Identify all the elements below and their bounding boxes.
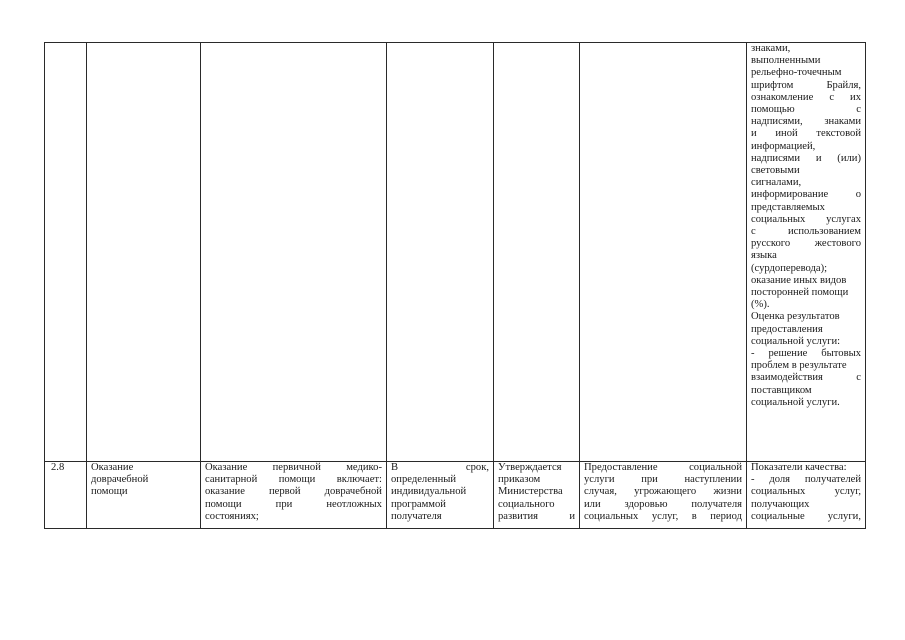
text-line: Оценка результатов <box>751 311 840 323</box>
text-line: В срок, <box>391 462 489 473</box>
text-line: световыми <box>751 165 800 177</box>
text-line: посторонней помощи <box>751 287 849 299</box>
text-line: получающих <box>751 498 810 510</box>
text-line: (сурдоперевода); <box>751 262 828 274</box>
text-line: надписями, знаками <box>751 116 861 128</box>
service-term <box>387 462 494 529</box>
text-line: помощью с <box>751 104 861 116</box>
cell-number-empty <box>45 43 87 462</box>
cell-tariff-empty <box>494 43 580 462</box>
text-line: получателя <box>391 510 442 522</box>
table-row-continuation <box>45 43 866 462</box>
cell-conditions-empty <box>580 43 747 462</box>
text-line: Оказание первичной медико- <box>205 462 382 473</box>
text-line: сигналами, <box>751 177 802 189</box>
text-line: услуги при наступлении <box>584 474 742 486</box>
text-line: ознакомление с их <box>751 91 861 103</box>
text-line: Показатели качества: <box>751 462 847 473</box>
text-line: предоставления <box>751 323 823 335</box>
text-line: социальных услуг, в период <box>584 510 742 522</box>
text-line: представляемых <box>751 201 825 213</box>
text-line: случая, угрожающего жизни <box>584 486 742 498</box>
services-table <box>44 42 866 529</box>
text-line: информирование о <box>751 189 861 201</box>
text-line: с использованием <box>751 226 861 238</box>
text-line: рельефно-точечным <box>751 67 842 79</box>
service-conditions <box>580 462 747 529</box>
cell-name-empty <box>87 43 201 462</box>
text-line: доврачебной <box>91 474 149 486</box>
text-line: состояниях; <box>205 510 259 522</box>
text-line: Оказание <box>91 462 134 473</box>
cell-description-empty <box>201 43 387 462</box>
text-line: - доля получателей <box>751 474 861 486</box>
text-line: развития и <box>498 510 575 522</box>
text-line: взаимодействия с <box>751 372 861 384</box>
text-line: социальные услуги, <box>751 510 861 522</box>
text-line: социальных услугах <box>751 213 861 225</box>
text-line: социального <box>498 498 555 510</box>
text-line: социальной услуги: <box>751 335 841 347</box>
text-line: оказание иных видов <box>751 274 847 286</box>
text-line: - решение бытовых <box>751 348 861 360</box>
text-line: определенный <box>391 474 457 486</box>
service-tariff <box>494 462 580 529</box>
text-line: помощи при неотложных <box>205 498 382 510</box>
cell-quality-continuation <box>747 43 866 462</box>
cell-term-empty <box>387 43 494 462</box>
text-line: русского жестового <box>751 238 861 250</box>
service-quality <box>747 462 866 529</box>
text-line: приказом <box>498 474 541 486</box>
text-line: языка <box>751 250 777 262</box>
text-line: программой <box>391 498 446 510</box>
service-description <box>201 462 387 529</box>
text-line: санитарной помощи включает: <box>205 474 382 486</box>
text-line: информацией, <box>751 140 816 152</box>
text-line: проблем в результате <box>751 360 847 372</box>
text-line: шрифтом Брайля, <box>751 79 861 91</box>
text-line: социальных услуг, <box>751 486 861 498</box>
text-line: или здоровью получателя <box>584 498 742 510</box>
text-line: социальной услуги. <box>751 396 840 408</box>
text-line: оказание первой доврачебной <box>205 486 382 498</box>
text-line: индивидуальной <box>391 486 467 498</box>
row-number: 2.8 <box>45 462 87 529</box>
text-line: поставщиком <box>751 384 812 396</box>
text-line: помощи <box>91 486 128 498</box>
service-name <box>87 462 201 529</box>
text-line: надписями и (или) <box>751 152 861 164</box>
text-line: (%). <box>751 299 770 311</box>
table-row-2-8 <box>45 462 866 529</box>
text-line: Министерства <box>498 486 563 498</box>
text-line: Предоставление социальной <box>584 462 742 473</box>
text-line: Утверждается <box>498 462 562 473</box>
text-line: выполненными <box>751 55 821 67</box>
text-line: и иной текстовой <box>751 128 861 140</box>
text-line: знаками, <box>751 43 791 54</box>
